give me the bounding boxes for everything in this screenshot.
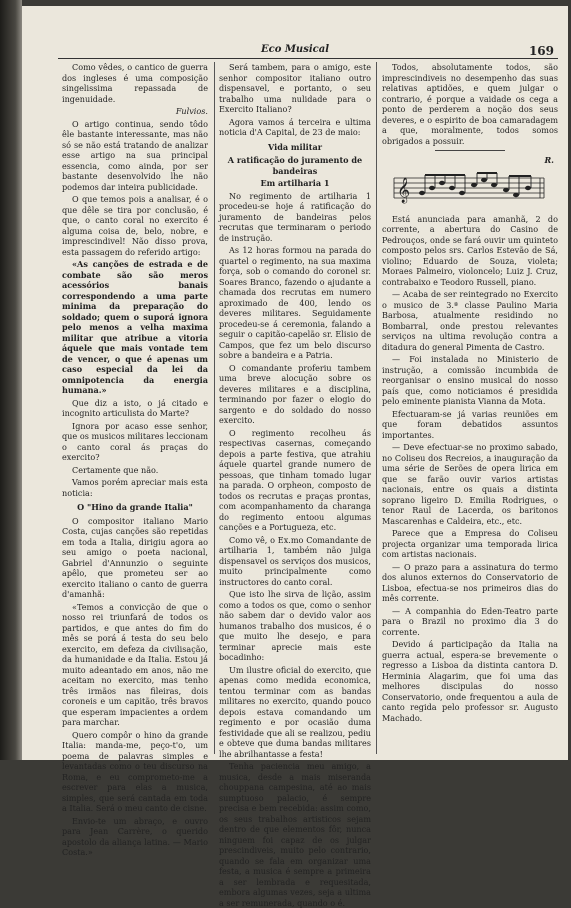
paragraph: Está anunciada para amanhã, 2 do corrente, a abertura do Casino de Pedrouços, onde se fará ouvir um quinteto composto pelos srs. Carlos Estevão de Sá, violino; Eduardo de Souza, violeta; Moraes Palmeiro, violoncelo; Luiz J. Cruz, contrabaixo e Teodoro Russell, piano. (382, 213, 558, 287)
header-rule (58, 58, 558, 59)
binding-shadow (0, 0, 22, 760)
paragraph: Como vê, o Ex.mo Comandante de artilharia 1, também não julga dispensavel os serviços dos musicos, muito principalmente como instructores do canto coral. (219, 534, 371, 587)
paragraph: Envio-te um abraço, e ouvro para Jean Carrère, o querido apostolo da aliança latina. — Mario Costa.» (62, 815, 208, 857)
paragraph: O comandante proferiu tambem uma breve alocução sobre os deveres militares e a disciplina, terminando por fazer o elogio do sargento e do soldado do nosso exercito. (219, 362, 371, 425)
paragraph: Devido á participação da Italia na guerra actual, espera-se brevemente o regresso a Lisboa da distinta cantora D. Herminia Alagarim, que foi uma das melhores discipulas do nosso Conservatorio, onde frequentou a aula de canto regida pelo professor sr. Augusto Machado. (382, 639, 558, 723)
paragraph: O regimento recolheu ás respectivas casernas, começando depois a parte festiva, que atrahiu áquele quartel grande numero de pessoas, que tinham tomado lugar na parada. O orpheon, composto de todos os recrutas e praças prontas, com acompanhamento da charanga do regimento entoou algumas canções e a Portugueza, etc. (219, 427, 371, 532)
paragraph: Tenha paciencia meu amigo, a musica, desde a mais miseranda chouppana campesina, até ao mais sumptuoso palacio, é sempre precisa e bem recebida: assim como, os seus trabalhos artisticos sejam dentro de que elementos fôr, nunca ninguem foi capaz de os julgar prescindiveis, muito pelo contrario, quando se fala em organizar uma festa, a musica é sempre a primeira a ser lembrada e requesitada, embora algumas vezes, seja a ultima a ser remunerada, quando o é. (219, 761, 371, 908)
paragraph: Certamente que não. (72, 464, 159, 475)
column-3 (382, 62, 558, 754)
paragraph: O artigo continua, sendo tôdo êle bastante interessante, mas não só se não está tratando de analizar esse artigo na sua principal essencia, como ainda, por ser bastante desenvolvido lhe não podemos dar inteira publicidade. (62, 118, 208, 192)
paragraph: Ignora por acaso esse senhor, que os musicos militares leccionam o canto coral ás praças do exercito? (62, 420, 208, 462)
paragraph: Em artilharia 1 (260, 178, 330, 188)
paragraph: «Temos a convicção de que o nosso rei triunfará de todos os partidos, e que antes do fim do mês se porá á testa do seu belo exercito, em defeza da civilisação, da humanidade e da Italia. Estou já muito adeantado em anos, não me aceitam no exercito, mas tenho três irmãos nas fileiras, dois coroneis e um capitão, três bravos que esperam impacientes a ordem para marchar. (62, 601, 208, 727)
paragraph: Todos, absolutamente todos, são imprescindiveis no desempenho das suas relativas aptidões, e quem julgar o contrario, é porque a vaidade os cega a ponto de perderem a noção dos seus deveres, e o espirito de boa camaradagem a que, moralmente, todos somos obrigados a possuir. (382, 62, 558, 146)
paragraph: Efectuaram-se já varias reuniões em que foram debatidos assuntos importantes. (382, 408, 558, 440)
paragraph: — O prazo para a assinatura do termo dos alunos externos do Conservatorio de Lisboa, efectua-se nos primeiros dias do mês corrente. (382, 561, 558, 603)
column-divider (214, 62, 215, 754)
paragraph: Fulvios. (175, 106, 208, 116)
page-header (22, 6, 568, 58)
paragraph: — Foi instalada no Ministerio de instrução, a comissão incumbida de reorganisar o ensino musical do nosso país que, como noticiamos é presidida pelo eminente pianista Vianna da Mota. (382, 354, 558, 406)
paragraph: Agora vamos á terceira e ultima noticia d'A Capital, de 23 de maio: (219, 116, 371, 137)
svg-text:𝄞: 𝄞 (397, 177, 411, 203)
paragraph: No regimento de artilharia 1 procedeu-se hoje á ratificação do juramento de bandeiras pelos recrutas que terminaram o periodo de instrução. (219, 190, 371, 243)
paragraph: Parece que a Empresa do Coliseu projecta organizar uma temporada lirica com artistas nacionais. (382, 528, 558, 559)
music-staff-illustration (394, 172, 558, 206)
paragraph: «As canções de estrada e de combate são são meros acessórios banais correspondendo a uma parte minima da preparação do soldado; quem o suporá ignora pelo menos a velha maxima militar que atribue a vitoria áquele que mais vontade tem de vencer, o que é apenas um caso especial da lei da omnipotencia da energia humana.» (62, 259, 208, 395)
paragraph: Quero compôr o hino da grande Italia: manda-me, peço-t'o, um poema de palavras simples e levantadas como o teu discurso na Roma, e eu comprometo-me a escrever para elas a musica, simples, que será cantada em toda a Italia. Será o meu canto de cisne. (62, 729, 208, 813)
paragraph: Vida militar (268, 141, 322, 152)
column-1 (62, 62, 208, 857)
paragraph: Será tambem, para o amigo, este senhor compositor italiano outro dispensavel, e portanto, o seu trabalho uma nulidade para o Exercito Italiano? (219, 62, 371, 114)
column-2 (219, 62, 371, 908)
journal-name: Eco Musical (261, 44, 329, 55)
column-3-top (382, 62, 558, 146)
paragraph: O "Hino da grande Italia" (77, 502, 193, 512)
paragraph: — A companhia do Eden-Teatro parte para o Brazil no proximo dia 3 do corrente. (382, 605, 558, 637)
paragraph: As 12 horas formou na parada do quartel o regimento, na sua maxima força, sob o comando do coronel sr. Soares Branco, fazendo o ajudante a chamada dos recrutas em numero aproximado de 400, lendo os deveres militares. Seguidamente procedeu-se á ceremonia, falando a seguir o capitão-capelão sr. Elisio de Campos, que fez um belo discurso sobre a bandeira e a Patria. (219, 245, 371, 360)
paragraph: O compositor italiano Mario Costa, cujas canções são repetidas em toda a Italia, dirigiu agora ao seu amigo o poeta nacional, Gabriel d'Annunzio o seguinte apêlo, que prometeu ser ao exercito italiano o canto de guerra d'amanhã: (62, 515, 208, 599)
paragraph: — Deve efectuar-se no proximo sabado, no Coliseu dos Recreios, a inauguração da uma série de Serões de opera lirica em que se farão ouvir varios artistas nacionais, entre os quais a distinta soprano ligeiro D. Emilia Rodrigues, o tenor Raul de Lacerda, os baritonos Mascarenhas e Caldeira, etc., etc. (382, 442, 558, 526)
newspaper-page (22, 6, 568, 908)
paragraph: Um ilustre oficial do exercito, que apenas como medida economica, tentou terminar com as bandas militares no exercito, quando pouco depois estava comandando um regimento e por ocasião duma festividade que ali se realizou, pediu e obteve que duma bandas militares lhe abrilhantasse a festa! (219, 664, 371, 759)
page-number: 169 (528, 44, 554, 58)
signature: R. (544, 155, 554, 165)
column-3-bottom (382, 214, 558, 724)
paragraph: Como vêdes, o cantico de guerra dos ingleses é uma composição singelissima repassada de ingenuidade. (62, 62, 208, 104)
section-rule (435, 150, 505, 151)
paragraph: — Acaba de ser reintegrado no Exercito o musico de 3.ª classe Paulino Maria Barbosa, atualmente residindo no Bombarral, onde prestou relevantes serviços na ultima revolução contra a ditadura do general Pimenta de Castro. (382, 289, 558, 352)
paragraph: Que isto lhe sirva de lição, assim como a todos os que, como o senhor não sabem dar o devido valor aos humanos trabalho dos musicos, é o que muito lhe desejo, e para terminar aprecie mais este bocadinho: (219, 589, 371, 662)
paragraph: A ratificação do juramento de bandeiras (227, 155, 363, 176)
paragraph: Vamos porém apreciar mais esta noticia: (62, 477, 208, 498)
column-divider (376, 62, 377, 754)
paragraph: O que temos pois a analisar, é o que dêle se tira por conclusão, é que, o canto coral no exercito é alguma coisa de, belo, nobre, e imprescindivel! Não disso prova, esta passagem do referido artigo: (62, 194, 208, 257)
paragraph: Que diz a isto, o já citado e incognito articulista do Marte? (62, 397, 208, 418)
